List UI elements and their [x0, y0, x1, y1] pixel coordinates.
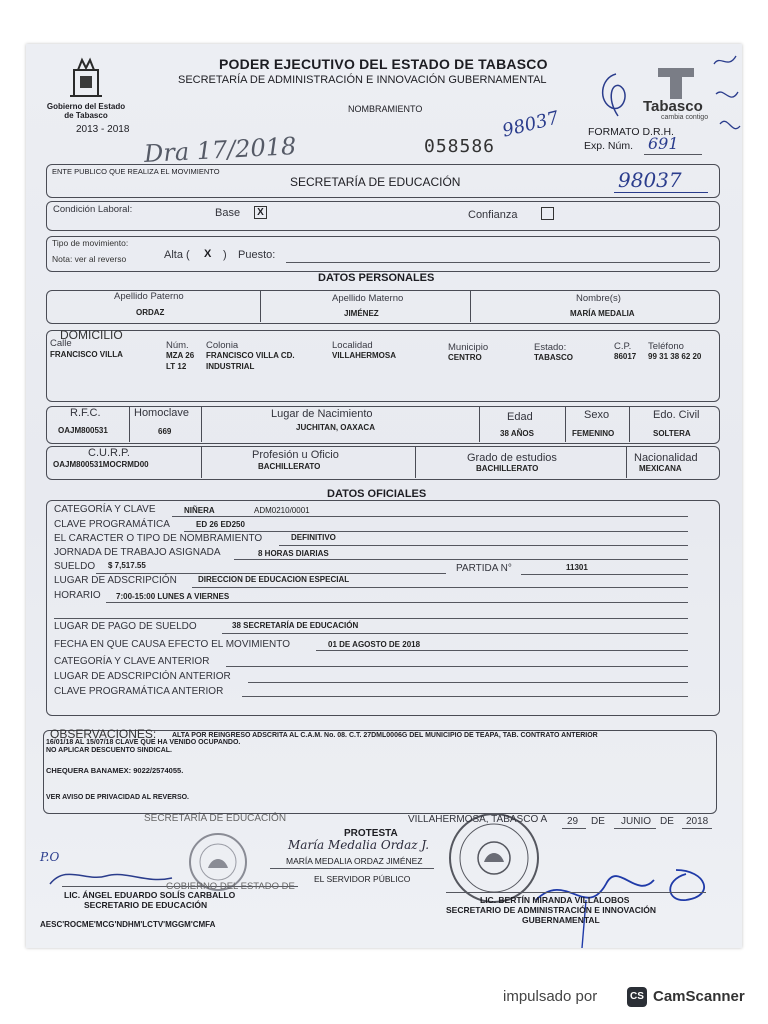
telefono-value: 99 31 38 62 20	[648, 352, 702, 361]
edad-value: 38 AÑOS	[500, 429, 534, 438]
handwritten-date: Dra 17/2018	[143, 132, 297, 168]
municipio-label: Municipio	[448, 342, 489, 353]
alta-close: )	[223, 249, 227, 261]
puesto-label: Puesto:	[238, 249, 276, 261]
paterno-label: Apellido Paterno	[114, 291, 184, 302]
handwritten-po: P.O	[40, 850, 60, 864]
curp-value: OAJM800531MOCRMD00	[53, 460, 149, 469]
fecha-value: 01 DE AGOSTO DE 2018	[328, 640, 421, 649]
confianza-checkbox[interactable]	[541, 207, 554, 220]
adscripcion-label: LUGAR DE ADSCRIPCIÓN	[54, 575, 177, 586]
government-name: Gobierno del Estado de Tabasco	[46, 102, 126, 120]
pago-label: LUGAR DE PAGO DE SUELDO	[54, 621, 197, 632]
date-day: 29	[567, 816, 579, 827]
profesion-value: BACHILLERATO	[258, 462, 321, 471]
movement-note: Nota: ver al reverso	[52, 254, 127, 264]
personal-section-title: DATOS PERSONALES	[318, 272, 435, 284]
grado-label: Grado de estudios	[467, 452, 557, 464]
date-de-2: DE	[660, 816, 674, 827]
tabasco-logo-text: Tabasco	[643, 98, 703, 115]
adscripcion-value: DIRECCION DE EDUCACION ESPECIAL	[198, 575, 350, 584]
signature-scribble-icon	[596, 68, 640, 124]
clave-programatica-value: ED 26 ED250	[196, 520, 245, 529]
date-year: 2018	[686, 816, 709, 827]
nombre-value: MARÍA MEDALIA	[570, 309, 635, 318]
handwritten-folio: 98037	[500, 107, 561, 142]
confianza-label: Confianza	[468, 209, 518, 221]
sexo-value: FEMENINO	[572, 429, 615, 438]
margin-scribble-icon	[710, 44, 742, 144]
categoria-clave: ADM0210/0001	[254, 506, 310, 515]
powered-by-text: impulsado por	[503, 988, 598, 1005]
servidor-label: EL SERVIDOR PÚBLICO	[314, 874, 411, 884]
paterno-value: ORDAZ	[136, 308, 165, 317]
caracter-label: EL CARACTER O TIPO DE NOMBRAMIENTO	[54, 533, 263, 544]
municipio-value: CENTRO	[448, 353, 482, 362]
entity-label: ENTE PUBLICO QUE REALIZA EL MOVIMIENTO	[52, 167, 220, 176]
cp-label: C.P.	[614, 341, 632, 352]
alta-mark[interactable]: X	[204, 248, 212, 260]
horario-value: 7:00-15:00 LUNES A VIERNES	[116, 592, 230, 601]
exp-label: Exp. Núm.	[584, 140, 634, 152]
left-signature-icon	[46, 854, 176, 894]
adscripcion-anterior-label: LUGAR DE ADSCRIPCIÓN ANTERIOR	[54, 671, 231, 682]
colonia-value-1: FRANCISCO VILLA CD.	[206, 351, 295, 360]
curp-label: C.U.R.P.	[88, 447, 130, 459]
edad-label: Edad	[507, 411, 533, 423]
right-signature-icon	[526, 840, 726, 948]
left-stamp-text: GOBIERNO DEL ESTADO DE	[166, 881, 295, 892]
num-label: Núm.	[166, 340, 189, 351]
sexo-label: Sexo	[584, 409, 610, 421]
civil-value: SOLTERA	[653, 429, 691, 438]
oficiales-section-title: DATOS OFICIALES	[327, 488, 427, 500]
observaciones-line-3: NO APLICAR DESCUENTO SINDICAL.	[46, 747, 173, 754]
fecha-label: FECHA EN QUE CAUSA EFECTO EL MOVIMIENTO	[54, 639, 290, 650]
left-signer-name: LIC. ÁNGEL EDUARDO SOLÍS CARBALLO	[64, 890, 236, 900]
place-label: VILLAHERMOSA, TABASCO A	[408, 814, 548, 825]
handwritten-number: 98037	[618, 168, 682, 192]
calle-value: FRANCISCO VILLA	[50, 350, 123, 359]
programatica-anterior-label: CLAVE PROGRAMÁTICA ANTERIOR	[54, 686, 224, 697]
profesion-label: Profesión u Oficio	[252, 449, 339, 461]
movement-box	[46, 236, 720, 272]
condition-label: Condición Laboral:	[53, 204, 133, 215]
camscanner-logo-icon: CS	[627, 987, 647, 1007]
lugar-nacimiento-label: Lugar de Nacimiento	[271, 408, 373, 420]
tabasco-logo-tagline: cambia contigo	[661, 114, 709, 121]
document-type: NOMBRAMIENTO	[348, 104, 423, 114]
observaciones-line-2: 16/01/18 AL 15/07/18 CLAVE QUE HA VENIDO OCUPANDO.	[46, 739, 241, 746]
movement-label: Tipo de movimiento:	[52, 238, 129, 248]
caracter-value: DEFINITIVO	[291, 533, 336, 542]
folio-number: 058586	[424, 136, 496, 157]
document-subtitle: SECRETARÍA DE ADMINISTRACIÓN E INNOVACIÓN GUBERNAMENTAL	[178, 74, 547, 86]
left-signer-role: SECRETARIO DE EDUCACIÓN	[84, 900, 208, 910]
cp-value: 86017	[614, 352, 637, 361]
condition-box	[46, 201, 720, 231]
protesta-label: PROTESTA	[344, 828, 398, 839]
estado-label: Estado:	[534, 342, 567, 353]
partida-value: 11301	[566, 563, 588, 572]
pago-value: 38 SECRETARÍA DE EDUCACIÓN	[232, 621, 359, 630]
alta-label: Alta (	[164, 249, 190, 261]
initials: AESC'ROCME'MCG'NDHM'LCTV'MGGM'CMFA	[40, 920, 216, 929]
date-de-1: DE	[591, 816, 605, 827]
period: 2013 - 2018	[76, 124, 130, 135]
jornada-label: JORNADA DE TRABAJO ASIGNADA	[54, 547, 221, 558]
localidad-label: Localidad	[332, 340, 373, 351]
observaciones-label: OBSERVACIONES:	[50, 727, 157, 741]
nacionalidad-label: Nacionalidad	[634, 452, 698, 464]
rfc-label: R.F.C.	[70, 407, 101, 419]
observaciones-line-1: ALTA POR REINGRESO ADSCRITA AL C.A.M. No. 08. C.T. 27DML0006G DEL MUNICIPIO DE TEAPA, TAB. CONTRATO ANTERIOR	[172, 732, 598, 739]
homoclave-label: Homoclave	[134, 407, 190, 419]
rfc-value: OAJM800531	[58, 426, 108, 435]
num-value-2: LT 12	[166, 362, 187, 371]
date-month: JUNIO	[621, 816, 651, 827]
camscanner-brand: CamScanner	[653, 988, 745, 1005]
employee-signature: María Medalia Ordaz J.	[288, 838, 430, 852]
horario-label: HORARIO	[54, 590, 101, 601]
document-title: PODER EJECUTIVO DEL ESTADO DE TABASCO	[219, 56, 548, 72]
base-label: Base	[215, 207, 241, 219]
estado-value: TABASCO	[534, 353, 573, 362]
employee-name: MARÍA MEDALIA ORDAZ JIMÉNEZ	[286, 856, 423, 866]
civil-label: Edo. Civil	[653, 409, 700, 421]
tabasco-logo-icon	[656, 66, 696, 100]
categoria-value: NIÑERA	[184, 506, 215, 515]
sueldo-label: SUELDO	[54, 561, 96, 572]
categoria-anterior-label: CATEGORÍA Y CLAVE ANTERIOR	[54, 656, 210, 667]
tabasco-coat-of-arms-icon	[68, 56, 104, 102]
partida-label: PARTIDA N°	[456, 563, 512, 574]
nombre-label: Nombre(s)	[576, 293, 621, 304]
scanned-document	[26, 44, 742, 948]
right-signer-name: LIC. BERTÍN MIRANDA VILLALOBOS	[480, 895, 630, 905]
num-value-1: MZA 26	[166, 351, 195, 360]
entity-value: SECRETARÍA DE EDUCACIÓN	[290, 175, 461, 189]
grado-value: BACHILLERATO	[476, 464, 539, 473]
jornada-value: 8 HORAS DIARIAS	[258, 549, 329, 558]
calle-label: Calle	[50, 338, 72, 349]
format-code: FORMATO D.R.H.	[588, 126, 674, 138]
right-signer-role-2: GUBERNAMENTAL	[522, 915, 600, 925]
colonia-label: Colonia	[206, 340, 239, 351]
homoclave-value: 669	[158, 427, 172, 436]
exp-number: 691	[648, 134, 679, 153]
localidad-value: VILLAHERMOSA	[332, 351, 396, 360]
colonia-value-2: INDUSTRIAL	[206, 362, 255, 371]
base-checkbox[interactable]: X	[254, 206, 267, 219]
lugar-nacimiento-value: JUCHITAN, OAXACA	[296, 423, 375, 432]
materno-label: Apellido Materno	[332, 293, 404, 304]
observaciones-line-5: VER AVISO DE PRIVACIDAD AL REVERSO.	[46, 794, 190, 801]
sueldo-value: $ 7,517.55	[108, 561, 146, 570]
materno-value: JIMÉNEZ	[344, 309, 379, 318]
right-signer-role-1: SECRETARIO DE ADMINISTRACIÓN E INNOVACIÓN	[446, 905, 656, 915]
clave-programatica-label: CLAVE PROGRAMÁTICA	[54, 519, 170, 530]
telefono-label: Teléfono	[648, 341, 684, 352]
categoria-label: CATEGORÍA Y CLAVE	[54, 504, 156, 515]
nacionalidad-value: MEXICANA	[639, 464, 682, 473]
domicilio-title: DOMICILIO	[60, 328, 123, 342]
stamp-left-text: SECRETARÍA DE EDUCACIÓN	[144, 813, 287, 824]
observaciones-line-4: CHEQUERA BANAMEX: 9022/2574055.	[46, 766, 184, 775]
